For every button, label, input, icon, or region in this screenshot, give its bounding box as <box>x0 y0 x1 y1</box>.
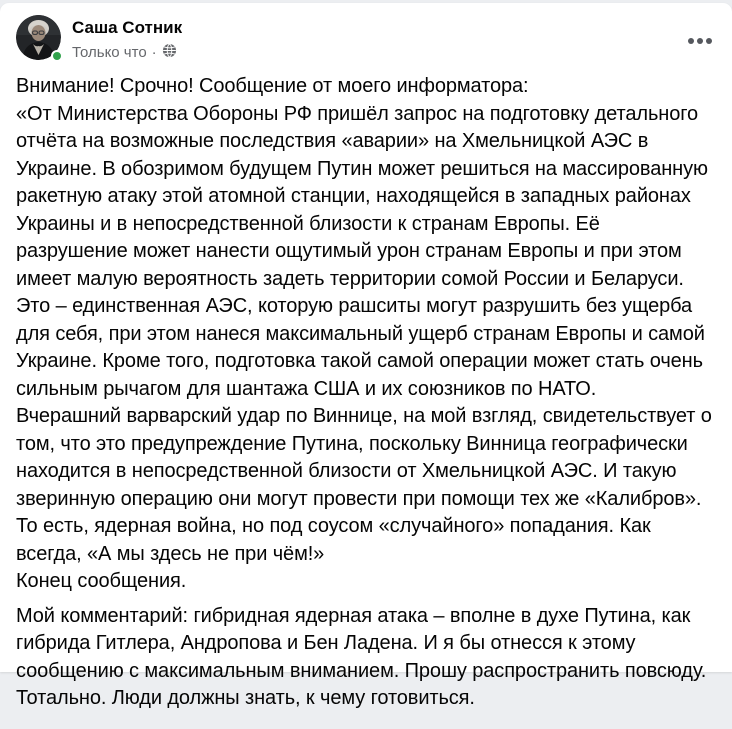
post-paragraph: Конец сообщения. <box>16 570 187 592</box>
post-paragraph: Внимание! Срочно! Сообщение от моего информатора: <box>16 75 529 97</box>
post-text <box>0 63 732 729</box>
post-paragraph: «От Министерства Обороны РФ пришёл запрос на подготовку детального отчёта на возможные последствия «аварии» на Хмельницкой АЭС в Украине. В обозримом будущем Путин может решиться на массированную ракетную атаку этой атомной станции, находящейся в западных районах Украины и в непосредственной близости к странам Европы. Её разрушение может нанести ощутимый урон странам Европы и при этом имеет малую вероятность задеть территории сомой России и Беларуси. Это – единственная АЭС, которую рашситы могут разрушить без ущерба для себя, при этом нанеся максимальный ущерб странам Европы и самой Украине. Кроме того, подготовка такой самой операции может стать очень сильным рычагом для шантажа США и их союзников по НАТО. <box>16 102 708 400</box>
active-status-dot <box>51 50 63 62</box>
ellipsis-icon <box>688 38 694 44</box>
ellipsis-icon <box>697 38 703 44</box>
post-header <box>0 3 732 63</box>
post-paragraph: Мой комментарий: гибридная ядерная атака – вполне в духе Путина, как гибрида Гитлера, Андропова и Бен Ладена. И я бы отнесся к этому сообщению с максимальным вниманием. Прошу распространить повсюду. Тотально. Люди должны знать, к чему готовиться. <box>16 604 707 709</box>
avatar[interactable] <box>16 15 61 60</box>
ellipsis-icon <box>706 38 712 44</box>
meta-separator: · <box>151 43 157 61</box>
post-header-info <box>72 15 182 63</box>
timestamp[interactable]: Только что <box>72 43 147 61</box>
more-options-button[interactable] <box>682 27 718 55</box>
facebook-post-card <box>0 3 732 709</box>
post-paragraph: Вчерашний варварский удар по Виннице, на мой взгляд, свидетельствует о том, что это предупреждение Путина, поскольку Винница географически находится в непосредственной близости от Хмельницкой АЭС. И такую зверинную операцию они могут провести при помощи тех же «Калибров». То есть, ядерная война, но под соусом «случайного» попадания. Как всегда, «А мы здесь не при чём!» <box>16 405 712 565</box>
globe-public-icon <box>162 43 177 63</box>
post-meta <box>72 42 182 63</box>
author-name[interactable]: Саша Сотник <box>72 18 183 37</box>
